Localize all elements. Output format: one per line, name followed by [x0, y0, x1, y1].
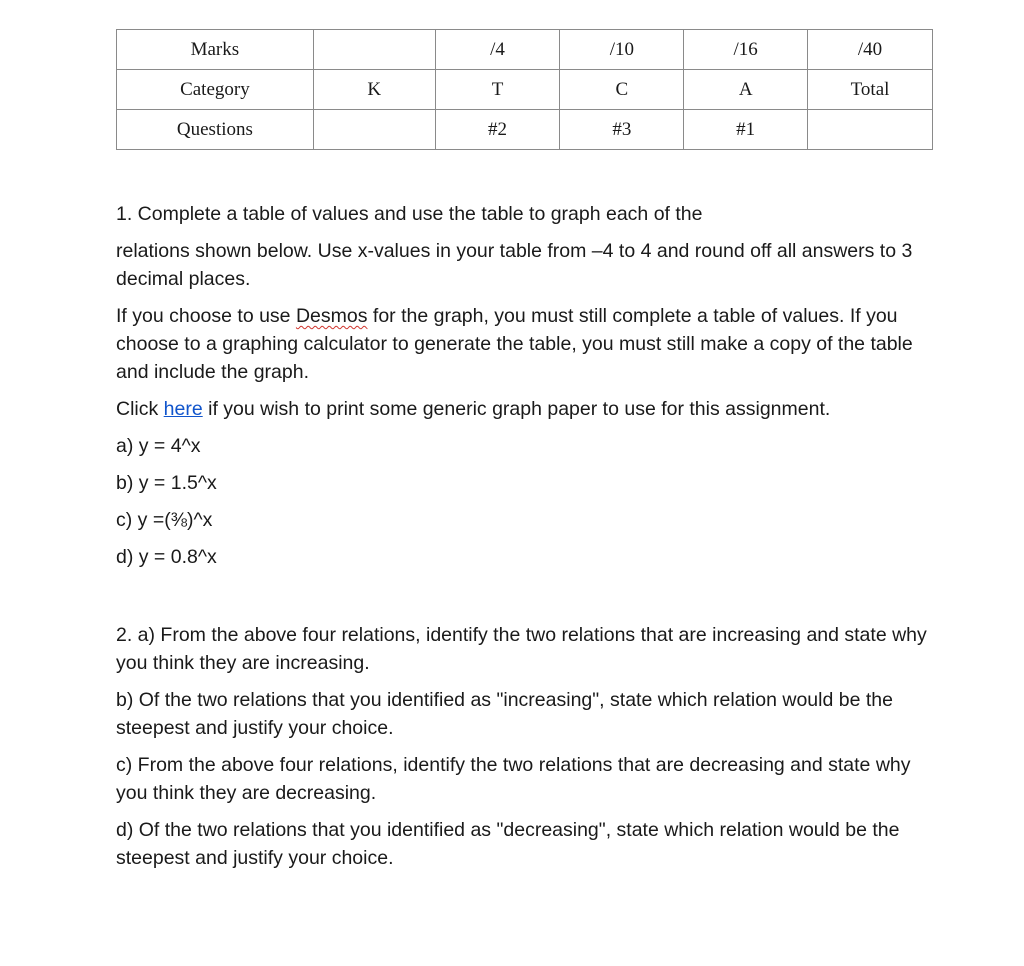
relation-a: a) y = 4^x — [116, 435, 201, 457]
question-2b: b) Of the two relations that you identified as "increasing", state which relation would be the steepest and justify your choice. — [116, 689, 893, 739]
category-total-cell: Total — [808, 70, 933, 110]
marks-label: Marks — [117, 30, 314, 70]
question-2d: d) Of the two relations that you identified as "decreasing", state which relation would be the steepest and justify your choice. — [116, 819, 900, 869]
question-1-instructions: relations shown below. Use x-values in your table from –4 to 4 and round off all answers to 3 decimal places. — [116, 240, 913, 290]
category-a-cell: A — [684, 70, 808, 110]
assignment-content — [116, 198, 946, 872]
desmos-note-end: for the graph, you must still complete a table of values. If you choose to a graphing calculator to generate the table, you must still make a copy of the table and include the graph. — [116, 305, 913, 383]
marks-c-cell: /10 — [560, 30, 684, 70]
category-k-cell: K — [313, 70, 435, 110]
questions-total-cell — [808, 110, 933, 150]
category-t-cell: T — [435, 70, 560, 110]
graph-paper-note-start: Click — [116, 398, 164, 420]
category-c-cell: C — [560, 70, 684, 110]
question-2c: c) From the above four relations, identify the two relations that are decreasing and state why you think they are decreasing. — [116, 754, 911, 804]
question-1-intro: 1. Complete a table of values and use the table to graph each of the — [116, 203, 703, 225]
graph-paper-note-end: if you wish to print some generic graph paper to use for this assignment. — [202, 398, 831, 420]
relation-b: b) y = 1.5^x — [116, 472, 217, 494]
category-label: Category — [117, 70, 314, 110]
desmos-word: Desmos — [295, 305, 368, 327]
question-2a: 2. a) From the above four relations, identify the two relations that are increasing and state why you think they are increasing. — [116, 624, 927, 674]
questions-label: Questions — [117, 110, 314, 150]
desmos-note — [116, 302, 946, 386]
questions-c-cell: #3 — [560, 110, 684, 150]
marks-table — [116, 29, 933, 150]
category-row — [117, 70, 933, 110]
relation-c: c) y =(⅜)^x — [116, 509, 213, 531]
marks-k-cell — [313, 30, 435, 70]
marks-row — [117, 30, 933, 70]
graph-paper-link[interactable]: here — [163, 398, 203, 420]
questions-k-cell — [313, 110, 435, 150]
graph-paper-note — [116, 395, 946, 423]
marks-a-cell: /16 — [684, 30, 808, 70]
marks-total-cell: /40 — [808, 30, 933, 70]
desmos-note-start: If you choose to use — [116, 305, 296, 327]
relation-d: d) y = 0.8^x — [116, 546, 217, 568]
questions-a-cell: #1 — [684, 110, 808, 150]
marks-t-cell: /4 — [435, 30, 560, 70]
questions-row — [117, 110, 933, 150]
questions-t-cell: #2 — [435, 110, 560, 150]
